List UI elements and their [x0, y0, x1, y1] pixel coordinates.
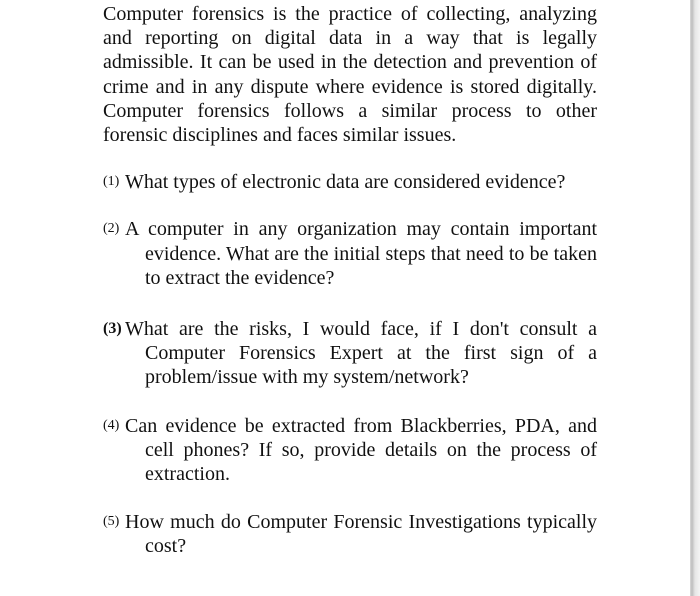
question-number: (3): [103, 320, 122, 338]
question-number: (5): [103, 514, 120, 530]
question-text: What types of electronic data are considered evidence?: [125, 171, 566, 194]
question-number: (4): [103, 417, 120, 433]
page-edge-shadow: [690, 0, 700, 596]
question-number: (1): [103, 174, 120, 190]
question-text: Can evidence be extracted from Blackberries, PDA, and cell phones? If so, provide details on the process of extraction.: [125, 414, 597, 486]
question-item: [103, 170, 597, 194]
question-item: [103, 510, 597, 558]
question-text: A computer in any organization may contain important evidence. What are the initial steps that need to be taken to extract the evidence?: [125, 218, 597, 289]
document-page: [103, 2, 597, 559]
question-number: (2): [103, 221, 120, 237]
question-text: What are the risks, I would face, if I don't consult a Computer Forensics Expert at the first sign of a problem/issue with my system/network?: [125, 318, 597, 389]
intro-paragraph: Computer forensics is the practice of collecting, analyzing and reporting on digital data in a way that is legally admissible. It can be used in the detection and prevention of crime and in any dispute where evidence is stored digitally. Computer forensics follows a similar process to other forensic disciplines and faces similar issues.: [103, 3, 597, 147]
question-item: [103, 317, 597, 390]
question-text: How much do Computer Forensic Investigations typically cost?: [125, 511, 597, 558]
question-item: [103, 414, 597, 487]
question-item: [103, 217, 597, 290]
